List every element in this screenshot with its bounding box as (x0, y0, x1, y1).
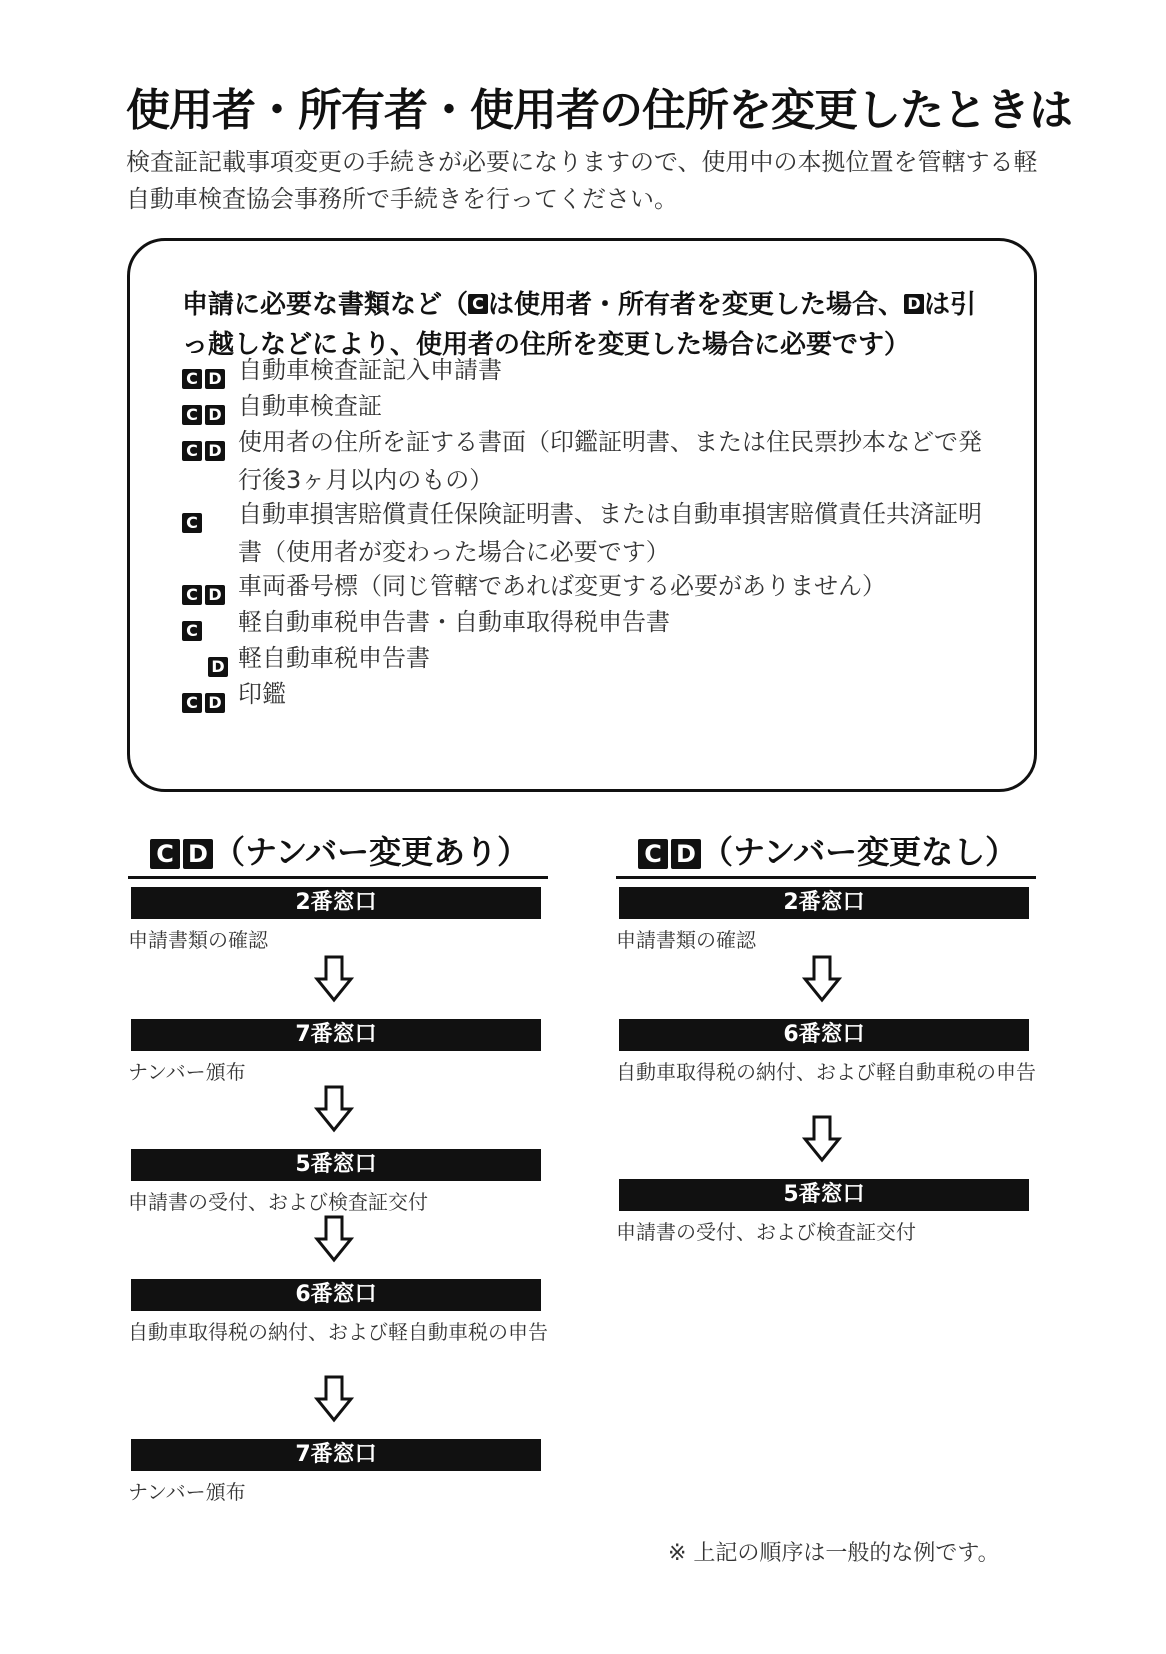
flow-header (128, 828, 548, 879)
badge-c: C (638, 839, 668, 869)
heading-mid: は使用者・所有者を変更した場合、 (488, 290, 905, 320)
badge-c: C (468, 294, 488, 314)
down-arrow-icon (802, 955, 842, 1003)
item-badges (182, 575, 225, 613)
badge-d: D (205, 585, 225, 605)
badge-c: C (182, 369, 202, 389)
badge-c: C (150, 839, 180, 869)
flow-with-plate-change (128, 828, 548, 1504)
window-step-bar: 6番窓口 (131, 1279, 541, 1311)
window-step-bar: 7番窓口 (131, 1439, 541, 1471)
document-item-text: 自動車検査証記入申請書 (238, 356, 502, 384)
down-arrow-icon (802, 1115, 842, 1163)
badge-d: D (208, 657, 228, 677)
flow-header-label: （ナンバー変更なし） (701, 833, 1018, 871)
intro-text: 検査証記載事項変更の手続きが必要になりますので、使用中の本拠位置を管轄する軽自動車検査協会事務所で手続きを行ってください。 (126, 148, 1038, 213)
window-step-desc: ナンバー頒布 (128, 1060, 246, 1084)
item-badges (182, 683, 225, 721)
item-badges (208, 647, 228, 685)
document-item-text: 印鑑 (238, 680, 286, 708)
badge-d: D (205, 405, 225, 425)
flow-without-plate-change (616, 828, 1036, 1244)
item-badges (182, 611, 202, 649)
document-item-text: 自動車検査証 (238, 392, 382, 420)
window-step-desc: 申請書類の確認 (128, 928, 268, 952)
flow-header (616, 828, 1036, 879)
window-step-bar: 5番窓口 (131, 1149, 541, 1181)
badge-d: D (671, 839, 701, 869)
badge-c: C (182, 441, 202, 461)
document-item-text: 使用者の住所を証する書面（印鑑証明書、または住民票抄本などで発行後3ヶ月以内のもの） (238, 428, 982, 494)
document-item-text: 車両番号標（同じ管轄であれば変更する必要がありません） (238, 572, 886, 600)
badge-d: D (904, 294, 924, 314)
down-arrow-icon (314, 1215, 354, 1263)
badge-d: D (205, 369, 225, 389)
window-step-bar: 2番窓口 (619, 887, 1029, 919)
badge-c: C (182, 513, 202, 533)
window-step-bar: 2番窓口 (131, 887, 541, 919)
item-badges (182, 359, 225, 397)
item-badges (182, 395, 225, 433)
footnote: ※ 上記の順序は一般的な例です。 (668, 1541, 1000, 1566)
window-step-desc: 申請書の受付、および検査証交付 (616, 1220, 916, 1244)
item-badges (182, 503, 202, 541)
document-item-text: 自動車損害賠償責任保険証明書、または自動車損害賠償責任共済証明書（使用者が変わった場合に必要です） (238, 500, 982, 566)
badge-c: C (182, 621, 202, 641)
badge-c: C (182, 405, 202, 425)
document-item-text: 軽自動車税申告書・自動車取得税申告書 (238, 608, 670, 636)
down-arrow-icon (314, 1375, 354, 1423)
flow-header-label: （ナンバー変更あり） (213, 833, 530, 871)
window-step-desc: 自動車取得税の納付、および軽自動車税の申告 (128, 1320, 548, 1344)
down-arrow-icon (314, 1085, 354, 1133)
window-step-desc: 申請書の受付、および検査証交付 (128, 1190, 428, 1214)
document-item-text: 軽自動車税申告書 (238, 644, 430, 672)
badge-d: D (183, 839, 213, 869)
heading-prefix: 申請に必要な書類など（ (182, 290, 469, 320)
window-step-bar: 5番窓口 (619, 1179, 1029, 1211)
window-step-desc: 自動車取得税の納付、および軽自動車税の申告 (616, 1060, 1036, 1084)
badge-d: D (205, 441, 225, 461)
page-title: 使用者・所有者・使用者の住所を変更したときは (126, 85, 1072, 136)
required-documents-box (127, 238, 1037, 792)
badge-c: C (182, 693, 202, 713)
window-step-desc: ナンバー頒布 (128, 1480, 246, 1504)
window-step-desc: 申請書類の確認 (616, 928, 756, 952)
badge-d: D (205, 693, 225, 713)
heading-suffix: は引っ越しなどにより、使用者の住所を変更した場合に必要です） (182, 290, 977, 360)
badge-c: C (182, 585, 202, 605)
window-step-bar: 7番窓口 (131, 1019, 541, 1051)
item-badges (182, 431, 225, 469)
window-step-bar: 6番窓口 (619, 1019, 1029, 1051)
down-arrow-icon (314, 955, 354, 1003)
